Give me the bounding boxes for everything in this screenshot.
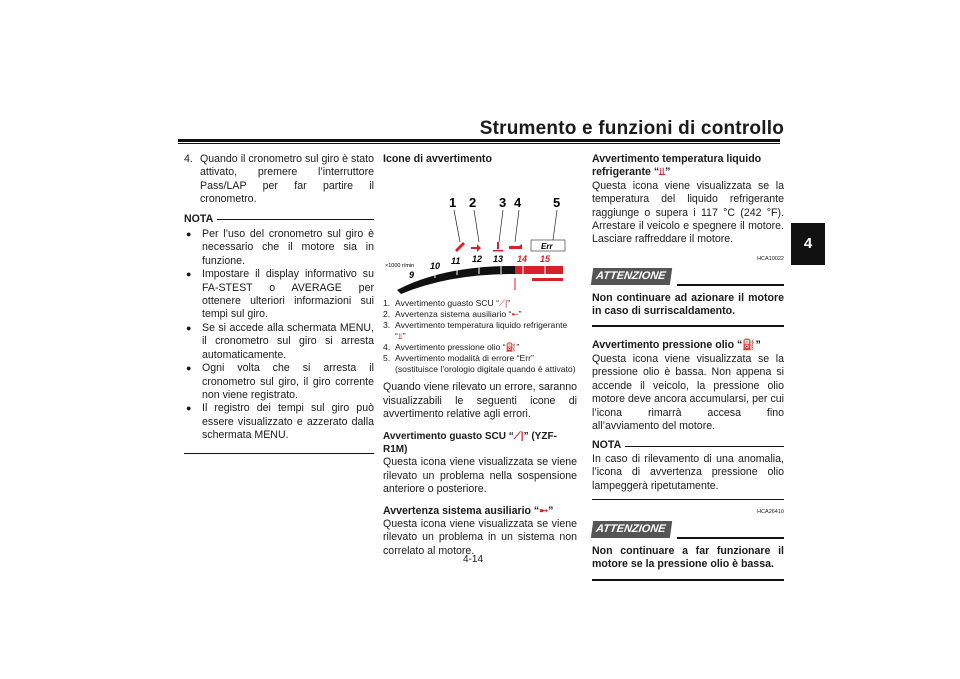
legend-item: 2. Avvertenza sistema ausiliario “➸”	[383, 309, 522, 320]
section-heading: Icone di avvertimento	[383, 153, 492, 165]
scu-paragraph: Questa icona viene visualizzata se viene rilevato un problema nella sospensione anteriore o posteriore.	[383, 456, 577, 496]
intro-paragraph: Quando viene rilevato un errore, saranno visualizzabili le seguenti icone di avvertimento relative agli errori.	[383, 381, 577, 421]
attention-label: ATTENZIONE	[591, 521, 673, 538]
coolant-temperature-warning-icon	[493, 242, 503, 252]
nota-rule	[625, 446, 784, 447]
redzone-bar	[515, 266, 563, 274]
leader-lines	[454, 210, 557, 242]
header-rule-thin	[178, 143, 780, 144]
page-title: Strumento e funzioni di controllo	[479, 118, 784, 139]
aux-paragraph: Questa icona viene visualizzata se viene rilevato un problema in un sistema non correlato al motore.	[383, 518, 577, 557]
bullet-icon: ●	[186, 363, 192, 374]
temp-paragraph: Questa icona viene visualizzata se la temperatura del liquido refrigerante raggiunge o supera i 117 °C (242 °F). Arrestare il veicolo e spegnere il motore. Lasciare raffreddare il motore.	[592, 179, 784, 246]
header-rule	[178, 139, 780, 142]
coolant-temperature-warning-icon: ⫫	[397, 331, 403, 342]
attention-code: HCA26410	[757, 508, 784, 515]
svg-text:15: 15	[540, 254, 551, 265]
nota-end-rule	[184, 453, 374, 454]
oil-heading: Avvertimento pressione olio “⛽”	[592, 339, 761, 352]
column-2	[383, 153, 577, 558]
step-4	[184, 153, 374, 207]
attention-heading	[592, 268, 784, 285]
legend-item: 4. Avvertimento pressione olio “⛽”	[383, 342, 520, 353]
figure-legend	[383, 298, 577, 375]
scu-warning-icon	[455, 242, 465, 252]
warning-icons-row	[455, 242, 522, 252]
auxiliary-system-warning-icon: ➸	[539, 504, 549, 517]
temp-heading: Avvertimento temperatura liquido refrigerante “⫫”	[592, 153, 762, 179]
attention-heading	[592, 521, 784, 538]
oil-pressure-warning-icon: ⛽	[742, 339, 756, 352]
legend-item: 1. Avvertimento guasto SCU “⟋|”	[383, 298, 511, 309]
nota-paragraph: In caso di rilevamento di una anomalia, l’icona di avvertenza pressione olio lampeggerà ripetutamente.	[592, 452, 784, 492]
err-text: Err	[541, 242, 553, 252]
svg-text:11: 11	[451, 256, 461, 267]
coolant-temperature-warning-icon: ⫫	[659, 166, 666, 179]
page-number: 4-14	[463, 554, 484, 565]
nota-heading	[184, 213, 374, 226]
list-item: ● Ogni volta che si arresta il cronometro sul giro, il giro corrente non viene registrato.	[186, 362, 374, 401]
column-3	[592, 153, 784, 581]
list-item: ● Per l’uso del cronometro sul giro è necessario che il motore sia in funzione.	[186, 228, 374, 267]
bullet-icon: ●	[186, 269, 192, 280]
column-1	[184, 153, 374, 454]
auxiliary-system-warning-icon: ➸	[511, 309, 519, 320]
nota-bullet-list	[184, 228, 374, 443]
scu-warning-icon: ⟋|	[513, 430, 524, 442]
callout-3: 3	[499, 195, 507, 211]
aux-heading: Avvertenza sistema ausiliario “➸”	[383, 504, 554, 517]
bullet-icon: ●	[186, 229, 192, 240]
step-number: 4.	[184, 153, 193, 165]
nota-label: NOTA	[184, 212, 214, 225]
oil-paragraph: Questa icona viene visualizzata se la pressione olio è bassa. Non appena si accende il veicolo, la pressione olio motore deve ancora accumularsi, per cui l’icona rimarrà accesa fino all’avviamento del motore.	[592, 352, 784, 432]
oil-pressure-warning-icon	[509, 244, 522, 249]
attention-text: Non continuare a far funzionare il motore se la pressione olio è bassa.	[592, 544, 784, 571]
attention-text: Non continuare ad azionare il motore in caso di surriscaldamento.	[592, 291, 784, 318]
callout-1: 1	[449, 195, 457, 211]
nota-label: NOTA	[592, 439, 622, 452]
svg-text:14: 14	[517, 254, 528, 265]
auxiliary-system-warning-icon	[471, 244, 481, 252]
rpm-label: ×1000 r/min	[385, 263, 415, 270]
callout-2: 2	[469, 195, 477, 211]
oil-pressure-warning-icon: ⛽	[505, 342, 517, 353]
svg-text:10: 10	[430, 261, 441, 272]
attention-code: HCA10022	[757, 255, 784, 262]
nota-heading	[592, 439, 784, 452]
bullet-icon: ●	[186, 322, 192, 333]
attention-rule	[677, 284, 784, 286]
nota-end-rule	[592, 499, 784, 500]
chapter-tab: 4	[791, 223, 825, 265]
bullet-icon: ●	[186, 403, 192, 414]
list-item: ● Se si accede alla schermata MENU, il cronometro sul giro si arresta automaticamente.	[186, 321, 374, 361]
callout-5: 5	[553, 195, 561, 211]
nota-rule	[217, 219, 374, 220]
svg-text:13: 13	[493, 254, 504, 265]
list-item: ● Impostare il display informativo su FA-STEST o AVERAGE per ottenere ulteriori informazioni sui tempi sul giro.	[186, 268, 374, 321]
attention-rule	[677, 537, 784, 539]
svg-text:9: 9	[409, 270, 415, 281]
step-text: Quando il cronometro sul giro è stato attivato, premere l’interruttore Pass/LAP per far partire il cronometro.	[200, 153, 374, 206]
tachometer-illustration	[383, 166, 577, 296]
scu-warning-icon: ⟋|	[498, 298, 508, 309]
scu-heading: Avvertimento guasto SCU “⟋|” (YZF-R1M)	[383, 430, 557, 456]
legend-item: 5. Avvertimento modalità di errore “Err” (sostituisce l’orologio digitale quando è attivato)	[383, 353, 576, 375]
attention-label: ATTENZIONE	[591, 268, 673, 285]
list-item: ● Il registro dei tempi sul giro può essere visualizzato e azzerato dalla schermata MENU.	[186, 402, 374, 442]
warning-icons-figure	[383, 166, 577, 296]
legend-item: 3. Avvertimento temperatura liquido refrigerante “⫫”	[383, 320, 568, 342]
svg-text:12: 12	[472, 254, 483, 265]
callout-4: 4	[514, 195, 522, 211]
attention-end-rule	[592, 579, 784, 581]
redzone-marker	[532, 278, 563, 281]
